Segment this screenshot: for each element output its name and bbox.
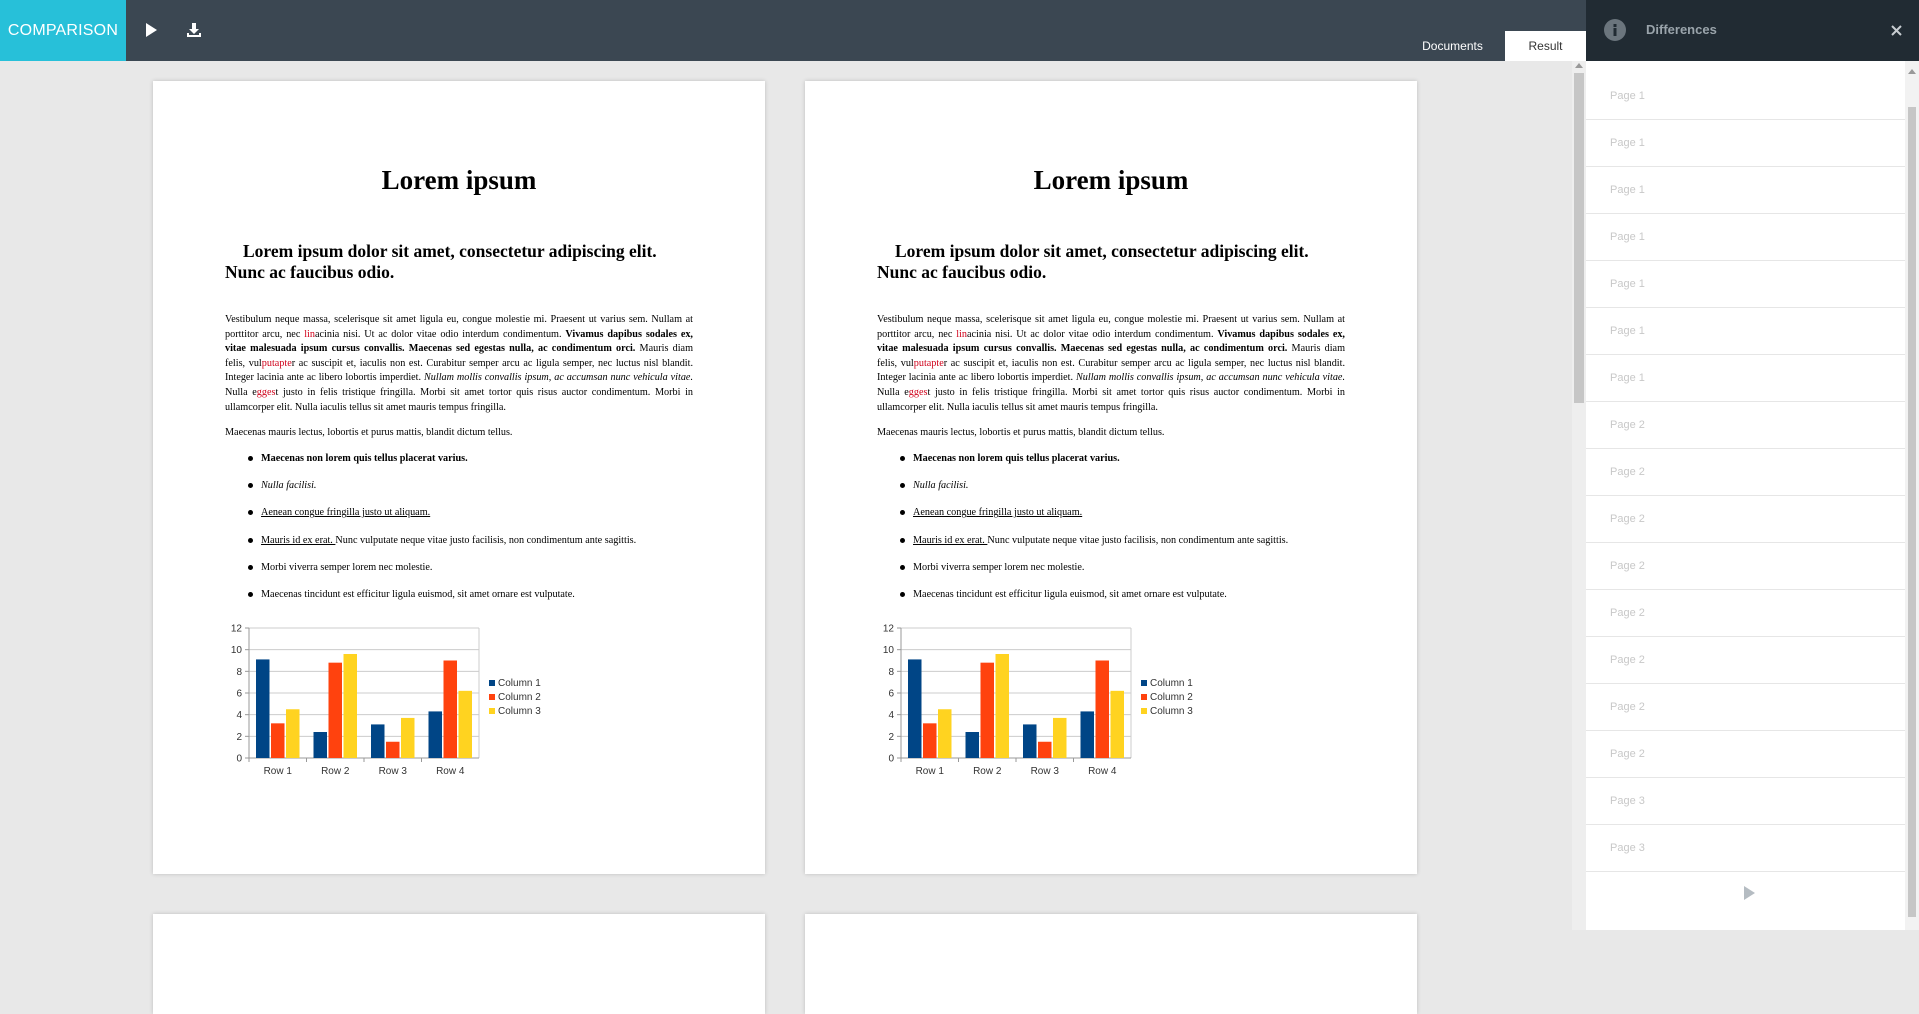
y-tick-label: 10 (230, 645, 242, 657)
y-tick-label: 10 (882, 645, 894, 657)
chart-bar (271, 723, 285, 758)
differences-list (1586, 73, 1905, 872)
difference-item[interactable]: Page 2 (1586, 543, 1905, 590)
scroll-up-arrow-icon[interactable] (1908, 69, 1916, 74)
difference-item[interactable]: Page 1 (1586, 214, 1905, 261)
chart-bar (908, 659, 922, 758)
list-item: Maecenas tincidunt est efficitur ligula euismod, sit amet ornare est vulputate. (913, 589, 1357, 616)
differences-scrollbar[interactable] (1905, 61, 1919, 930)
legend-swatch (1141, 708, 1147, 714)
chart-bar (1038, 742, 1052, 758)
play-icon (144, 22, 158, 38)
scrollbar-thumb[interactable] (1908, 107, 1916, 917)
y-tick-label: 12 (230, 623, 242, 635)
doc-title: Lorem ipsum (1033, 165, 1189, 195)
chart-bar (401, 718, 415, 758)
doc-bullet-list (913, 453, 1357, 616)
list-item: Nulla facilisi. (261, 480, 705, 507)
list-item: Maecenas non lorem quis tellus placerat varius. (913, 453, 1357, 480)
top-toolbar (0, 0, 1586, 61)
page-left-1 (153, 81, 765, 874)
difference-item[interactable]: Page 2 (1586, 449, 1905, 496)
y-tick-label: 8 (888, 666, 894, 678)
doc-bullet-list (261, 453, 705, 616)
x-tick-label: Row 1 (263, 766, 292, 777)
chart-bar (256, 659, 270, 758)
y-tick-label: 6 (888, 688, 894, 700)
play-icon (1742, 885, 1756, 901)
chart-bar (329, 663, 343, 758)
bar-chart (225, 623, 541, 784)
difference-item[interactable]: Page 1 (1586, 120, 1905, 167)
close-icon[interactable] (1891, 25, 1902, 36)
y-tick-label: 4 (888, 710, 894, 722)
doc-paragraph-2: Maecenas mauris lectus, lobortis et purus mattis, blandit dictum tellus. (225, 427, 513, 438)
list-item: Morbi viverra semper lorem nec molestie. (913, 562, 1357, 589)
y-tick-label: 8 (236, 666, 242, 678)
download-button[interactable] (180, 16, 208, 44)
chart-bar (459, 691, 473, 758)
chart-bar (344, 654, 358, 758)
doc-paragraph-2: Maecenas mauris lectus, lobortis et purus mattis, blandit dictum tellus. (877, 427, 1165, 438)
doc-paragraph: Vestibulum neque massa, scelerisque sit amet ligula eu, congue molestie mi. Praesent ut varius sem. Nullam at porttitor arcu, nec linacinia nisi. Ut ac dolor vitae odio interdum condimentum. Vivamus dapibus sodales ex, vitae malesuada ipsum cursus convallis. Maecenas sed egestas nulla, ac condimentum orci. Mauris diam felis, vulputapter ac suscipit et, iaculis non est. Curabitur semper arcu ac ligula semper, nec luctus nisl blandit. Integer lacinia ante ac libero lobortis imperdiet. Nullam mollis convallis ipsum, ac accumsan nunc vehicula vitae. Nulla eggest justo in felis tristique fringilla. Morbi sit amet tortor quis risus auctor condimentum. Morbi in ullamcorper elit. Nulla iaculis tellus sit amet mauris tempus fringilla. (877, 314, 1346, 413)
legend-swatch (489, 694, 495, 700)
chart-bar (314, 732, 328, 758)
chart-bar (444, 661, 458, 759)
diff-highlight[interactable]: lin (956, 328, 967, 340)
legend-swatch (489, 708, 495, 714)
tab-result[interactable]: Result (1505, 31, 1586, 61)
chart-bar (386, 742, 400, 758)
list-item: Mauris id ex erat. Nunc vulputate neque vitae justo facilisis, non condimentum ante sagittis. (913, 535, 1357, 562)
diff-highlight[interactable]: putapte (261, 357, 292, 369)
info-icon (1604, 19, 1626, 41)
differences-panel (1586, 0, 1919, 930)
list-item: Morbi viverra semper lorem nec molestie. (261, 562, 705, 589)
x-tick-label: Row 4 (1088, 766, 1117, 777)
doc-title: Lorem ipsum (381, 165, 537, 195)
difference-item[interactable]: Page 3 (1586, 778, 1905, 825)
y-tick-label: 4 (236, 710, 242, 722)
chart-bar (938, 709, 952, 758)
difference-item[interactable]: Page 1 (1586, 308, 1905, 355)
y-tick-label: 2 (888, 731, 894, 743)
difference-item[interactable]: Page 1 (1586, 355, 1905, 402)
y-tick-label: 0 (888, 753, 894, 765)
chart-bar (286, 709, 300, 758)
difference-item[interactable]: Page 2 (1586, 496, 1905, 543)
y-tick-label: 0 (236, 753, 242, 765)
legend-label: Column 1 (498, 678, 541, 689)
difference-item[interactable]: Page 1 (1586, 261, 1905, 308)
x-tick-label: Row 3 (1030, 766, 1059, 777)
legend-swatch (489, 680, 495, 686)
list-item: Mauris id ex erat. Nunc vulputate neque vitae justo facilisis, non condimentum ante sagittis. (261, 535, 705, 562)
document-viewer (0, 61, 1572, 930)
y-tick-label: 12 (882, 623, 894, 635)
difference-item[interactable]: Page 2 (1586, 590, 1905, 637)
chart-bar (1053, 718, 1067, 758)
chart-bar (996, 654, 1010, 758)
tab-documents[interactable]: Documents (1422, 39, 1483, 53)
list-item: Maecenas non lorem quis tellus placerat varius. (261, 453, 705, 480)
chart-bar (429, 711, 443, 758)
doc-subtitle: Lorem ipsum dolor sit amet, consectetur adipiscing elit. Nunc ac faucibus odio. (877, 241, 1309, 282)
viewer-scrollbar[interactable] (1572, 61, 1586, 930)
difference-item[interactable]: Page 3 (1586, 825, 1905, 872)
difference-item[interactable]: Page 1 (1586, 167, 1905, 214)
diff-highlight[interactable]: gges (908, 386, 928, 398)
app-brand[interactable]: COMPARISON (0, 0, 126, 61)
list-item: Nulla facilisi. (913, 480, 1357, 507)
difference-item[interactable]: Page 2 (1586, 637, 1905, 684)
difference-item[interactable]: Page 2 (1586, 402, 1905, 449)
diff-highlight[interactable]: gges (256, 386, 276, 398)
x-tick-label: Row 4 (436, 766, 465, 777)
chart-bar (1081, 711, 1095, 758)
chart-bar (1111, 691, 1125, 758)
difference-item[interactable]: Page 2 (1586, 731, 1905, 778)
next-difference-button[interactable] (1740, 884, 1758, 902)
legend-label: Column 2 (1150, 692, 1193, 703)
difference-item[interactable]: Page 2 (1586, 684, 1905, 731)
diff-highlight[interactable]: lin (304, 328, 315, 340)
bar-chart (877, 623, 1193, 784)
chart-bar (966, 732, 980, 758)
differences-header (1586, 0, 1919, 61)
x-tick-label: Row 2 (321, 766, 350, 777)
x-tick-label: Row 2 (973, 766, 1002, 777)
chart-bar (1023, 724, 1037, 758)
scroll-up-arrow-icon[interactable] (1575, 63, 1583, 68)
page-right-1 (805, 81, 1417, 874)
chart-bar (371, 724, 385, 758)
legend-label: Column 2 (498, 692, 541, 703)
list-item: Aenean congue fringilla justo ut aliquam. (913, 507, 1357, 534)
doc-paragraph: Vestibulum neque massa, scelerisque sit amet ligula eu, congue molestie mi. Praesent ut varius sem. Nullam at porttitor arcu, nec linacinia nisi. Ut ac dolor vitae odio interdum condimentum. Vivamus dapibus sodales ex, vitae malesuada ipsum cursus convallis. Maecenas sed egestas nulla, ac condimentum orci. Mauris diam felis, vulputapter ac suscipit et, iaculis non est. Curabitur semper arcu ac ligula semper, nec luctus nisl blandit. Integer lacinia ante ac libero lobortis imperdiet. Nullam mollis convallis ipsum, ac accumsan nunc vehicula vitae. Nulla eggest justo in felis tristique fringilla. Morbi sit amet tortor quis risus auctor condimentum. Morbi in ullamcorper elit. Nulla iaculis tellus sit amet mauris tempus fringilla. (225, 314, 694, 413)
page-right-2 (805, 914, 1417, 1014)
play-button[interactable] (137, 16, 165, 44)
doc-subtitle: Lorem ipsum dolor sit amet, consectetur adipiscing elit. Nunc ac faucibus odio. (225, 241, 657, 282)
difference-item[interactable]: Page 1 (1586, 73, 1905, 120)
page-left-2 (153, 914, 765, 1014)
list-item: Maecenas tincidunt est efficitur ligula euismod, sit amet ornare est vulputate. (261, 589, 705, 616)
legend-label: Column 1 (1150, 678, 1193, 689)
chart-bar (981, 663, 995, 758)
x-tick-label: Row 3 (378, 766, 407, 777)
y-tick-label: 2 (236, 731, 242, 743)
legend-swatch (1141, 694, 1147, 700)
chart-bar (923, 723, 937, 758)
y-tick-label: 6 (236, 688, 242, 700)
list-item: Aenean congue fringilla justo ut aliquam. (261, 507, 705, 534)
chart-bar (1096, 661, 1110, 759)
diff-highlight[interactable]: putapte (913, 357, 944, 369)
legend-swatch (1141, 680, 1147, 686)
scrollbar-thumb[interactable] (1574, 73, 1584, 403)
legend-label: Column 3 (1150, 706, 1193, 717)
download-icon (186, 22, 202, 38)
legend-label: Column 3 (498, 706, 541, 717)
differences-title: Differences (1646, 22, 1717, 37)
x-tick-label: Row 1 (915, 766, 944, 777)
